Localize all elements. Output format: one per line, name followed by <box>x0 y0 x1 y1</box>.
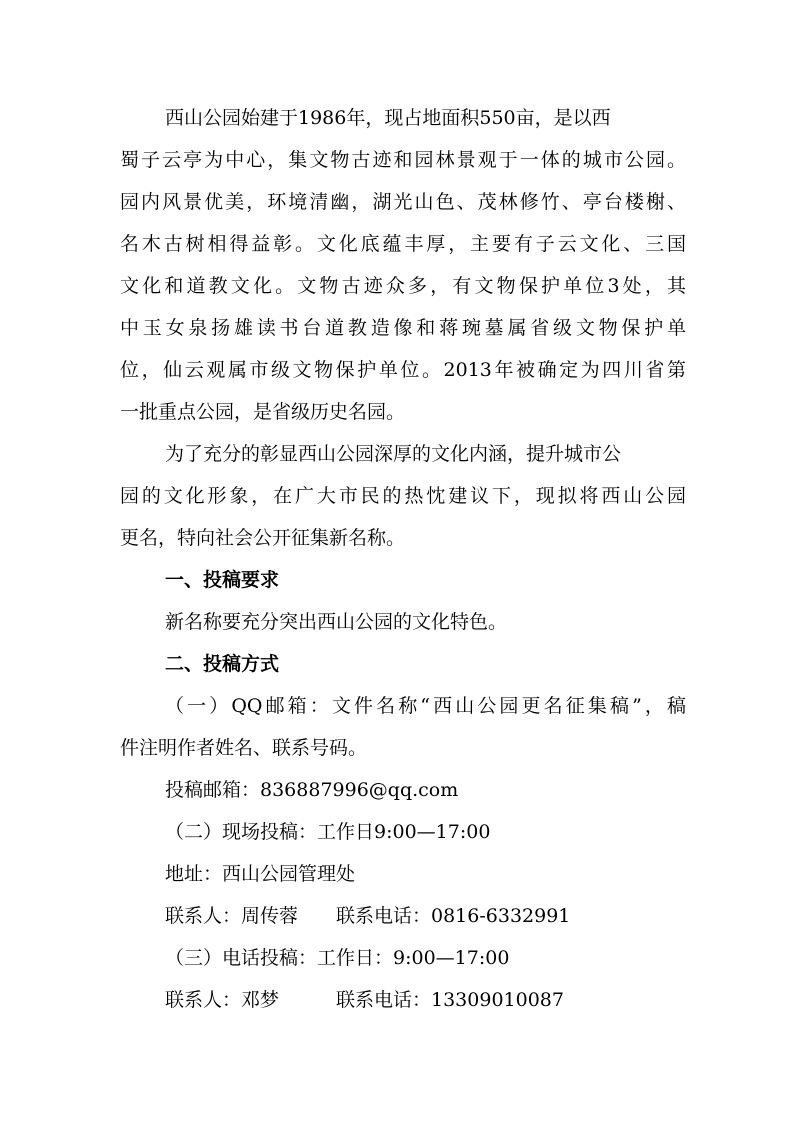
email-line: 投稿邮箱：836887996@qq.com <box>165 779 459 801</box>
contact-2-line: 联系人：邓梦 联系电话：13309010087 <box>165 989 564 1011</box>
paragraph-1-line-6: 中玉女泉扬雄读书台道教造像和蒋琬墓属省级文物保护单 <box>120 317 686 339</box>
paragraph-1-line-7: 位，仙云观属市级文物保护单位。2013年被确定为四川省第 <box>120 359 686 381</box>
paragraph-1-line-3: 园内风景优美，环境清幽，湖光山色、茂林修竹、亭台楼榭、 <box>120 191 686 213</box>
method-1-line-2: 件注明作者姓名、联系号码。 <box>120 737 368 759</box>
method-2-line: （二）现场投稿：工作日9:00—17:00 <box>165 821 491 843</box>
method-3-line: （三）电话投稿：工作日：9:00—17:00 <box>165 947 510 969</box>
contact-1-line: 联系人：周传蓉 联系电话：0816-6332991 <box>165 905 571 927</box>
paragraph-2-line-2: 园的文化形象，在广大市民的热忱建议下，现拟将西山公园 <box>120 485 686 507</box>
section-2-heading: 二、投稿方式 <box>165 653 280 675</box>
paragraph-2-line-1: 为了充分的彰显西山公园深厚的文化内涵，提升城市公 <box>165 443 622 465</box>
section-1-heading: 一、投稿要求 <box>165 569 280 591</box>
paragraph-1-line-2: 蜀子云亭为中心，集文物古迹和园林景观于一体的城市公园。 <box>120 149 686 171</box>
paragraph-1-line-5: 文化和道教文化。文物古迹众多，有文物保护单位3处，其 <box>120 275 686 297</box>
paragraph-1-line-1: 西山公园始建于1986年，现占地面积550亩，是以西 <box>165 107 611 129</box>
section-1-body: 新名称要充分突出西山公园的文化特色。 <box>165 611 508 633</box>
method-1-line-1: （一）QQ邮箱：文件名称“西山公园更名征集稿”，稿 <box>165 695 686 717</box>
paragraph-2-line-3: 更名，特向社会公开征集新名称。 <box>120 527 406 549</box>
paragraph-1-line-8: 一批重点公园，是省级历史名园。 <box>120 401 406 423</box>
paragraph-1-line-4: 名木古树相得益彰。文化底蕴丰厚，主要有子云文化、三国 <box>120 233 686 255</box>
address-line: 地址：西山公园管理处 <box>165 863 356 885</box>
